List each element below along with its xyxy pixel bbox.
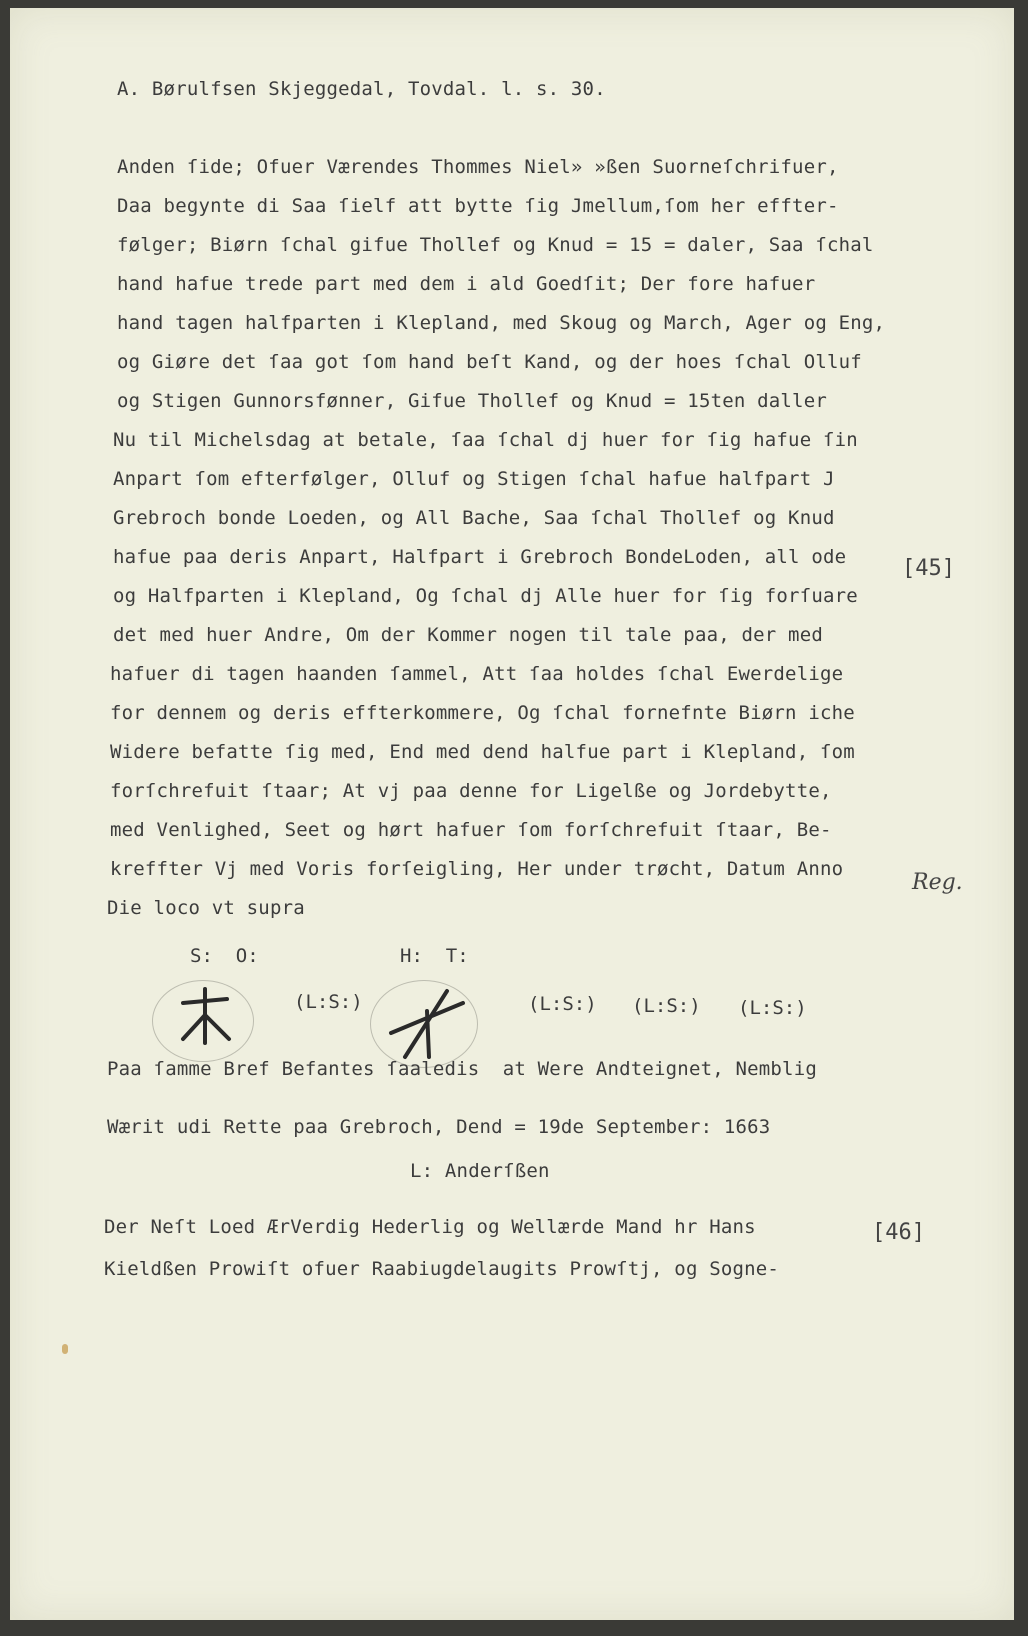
seal-ls-2: (L:S:): [528, 993, 597, 1015]
seal-mark-1: [152, 980, 254, 1062]
signature-label-so: S: O:: [190, 945, 259, 967]
body-line-17: forſchrefuit ſtaar; At vj paa denne for Ligelße og Jordebytte,: [110, 780, 832, 802]
margin-ref-45: [45]: [902, 556, 955, 581]
body-line-1: Anden ſide; Ofuer Værendes Thommes Niel» »ßen Suorneſchrifuer,: [117, 156, 839, 178]
body-line-2: Daa begynte di Saa ſielf att bytte ſig Jmellum,ſom her effter-: [117, 195, 839, 217]
body-line-3: følger; Biørn ſchal gifue Thollef og Knud = 15 = daler, Saa ſchal: [117, 234, 874, 256]
final-line-1: Der Neſt Loed ÆrVerdig Hederlig og Wellærde Mand hr Hans: [104, 1216, 756, 1238]
body-line-19: kreffter Vj med Voris forſeigling, Her under trøcht, Datum Anno: [110, 858, 844, 880]
body-line-10: Grebroch bonde Loeden, og All Bache, Saa ſchal Thollef og Knud: [113, 507, 835, 529]
body-line-13: det med huer Andre, Om der Kommer nogen til tale paa, der med: [113, 624, 823, 646]
body-line-20: Die loco vt supra: [107, 897, 305, 919]
body-line-5: hand tagen halfparten i Klepland, med Skoug og March, Ager og Eng,: [117, 312, 886, 334]
margin-ref-46: [46]: [872, 1220, 925, 1245]
body-line-4: hand hafue trede part med dem i ald Goedſit; Der fore hafuer: [117, 273, 816, 295]
body-line-7: og Stigen Gunnorsfønner, Gifue Thollef og Knud = 15ten daller: [117, 390, 827, 412]
seal-mark-2: [370, 980, 478, 1068]
body-line-15: for dennem og deris effterkommere, Og ſchal fornefnte Biørn iche: [110, 702, 855, 724]
document-page: [10, 8, 1014, 1620]
body-line-18: med Venlighed, Seet og hørt hafuer ſom forſchrefuit ſtaar, Be-: [110, 819, 832, 841]
after-line-1: Paa ſamme Bref Befantes ſaaledis at Were Andteignet, Nemblig: [107, 1058, 817, 1080]
body-line-8: Nu til Michelsdag at betale, ſaa ſchal dj huer for ſig hafue ſin: [113, 429, 858, 451]
house-mark-icon: [153, 981, 253, 1061]
paper-stain: [62, 1344, 68, 1354]
document-header: A. Børulfsen Skjeggedal, Tovdal. l. s. 30.: [117, 78, 606, 100]
final-line-2: Kieldßen Prowiſt ofuer Raabiugdelaugits Prowſtj, og Sogne-: [104, 1258, 780, 1280]
body-line-6: og Giøre det ſaa got ſom hand beſt Kand, og der hoes ſchal Olluf: [117, 351, 862, 373]
body-line-9: Anpart ſom efterfølger, Olluf og Stigen ſchal hafue halfpart J: [113, 468, 835, 490]
house-mark-icon: [371, 981, 477, 1067]
body-line-11: hafue paa deris Anpart, Halfpart i Grebroch BondeLoden, all ode: [113, 546, 847, 568]
signature-label-ht: H: T:: [400, 945, 469, 967]
body-line-16: Widere befatte ſig med, End med dend halfue part i Klepland, ſom: [110, 741, 855, 763]
after-line-3: L: Anderſßen: [410, 1160, 550, 1182]
body-line-12: og Halfparten i Klepland, Og ſchal dj Alle huer for ſig forſuare: [113, 585, 858, 607]
seal-ls-4: (L:S:): [738, 997, 807, 1019]
margin-note-reg: Reg.: [912, 870, 963, 895]
body-line-14: hafuer di tagen haanden ſammel, Att ſaa holdes ſchal Ewerdelige: [110, 663, 844, 685]
after-line-2: Wærit udi Rette paa Grebroch, Dend = 19de September: 1663: [107, 1116, 771, 1138]
seal-ls-3: (L:S:): [632, 995, 701, 1017]
seal-ls-1: (L:S:): [294, 991, 363, 1013]
